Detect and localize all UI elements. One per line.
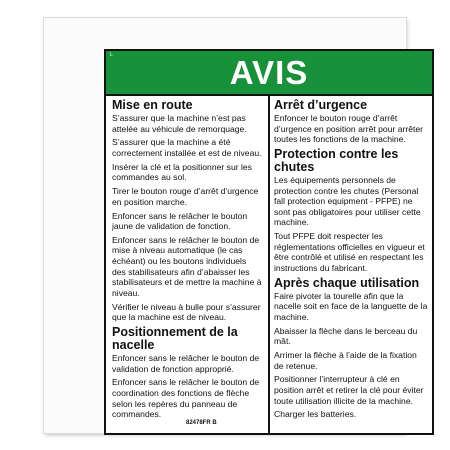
section-paragraph: Tirer le bouton rouge d’arrêt d’urgence en position marche. [112, 186, 259, 207]
section-heading-mise-en-route: Mise en route [112, 98, 193, 112]
section-paragraph: Enfoncer sans le relâcher le bouton de validation de fonction approprié. [112, 353, 260, 374]
section-paragraph: S’assurer que la machine n’est pas attelée au véhicule de remorquage. [112, 113, 247, 134]
part-number: 82478FR B [186, 420, 217, 426]
section-paragraph: Vérifier le niveau à bulle pour s’assurer que la machine est de niveau. [112, 301, 261, 323]
notice-card [104, 49, 434, 435]
section-paragraph: Enfoncer sans le relâcher le bouton de mise à niveau automatique (le cas échéant) ou les boutons individuels des stabilisateurs afin d’abaisser les stabilisateurs et de mettre la machine à niveau. [112, 234, 262, 298]
column-divider [268, 94, 270, 433]
notice-title: AVIS [229, 54, 309, 91]
section-paragraph: Insérer la clé et la positionner sur les commandes au sol. [112, 161, 252, 183]
right-column [274, 97, 428, 423]
section-paragraph: Positionner l’interrupteur à clé en position arrêt et retirer la clé pour éviter toute utilisation illicite de la machine. [274, 374, 424, 406]
section-paragraph: Arrimer la flèche à l’aide de la fixation de retenue. [274, 350, 417, 371]
section-paragraph: Charger les batteries. [274, 409, 357, 420]
section-paragraph: Enfoncer sans le relâcher le bouton de coordination des fonctions de flèche selon les repères du panneau de commandes. [112, 377, 260, 420]
section-paragraph: Enfoncer le bouton rouge d’arrêt d’urgence en position arrêt pour arrêter toutes les fonctions de la machine. [274, 113, 424, 145]
section-paragraph: Enfoncer sans le relâcher le bouton jaune de validation de fonction. [112, 210, 248, 232]
section-paragraph: Faire pivoter la tourelle afin que la nacelle soit en face de la languette de la machine. [274, 290, 428, 322]
section-paragraph: Abaisser la flèche dans le berceau du mât. [274, 325, 418, 347]
section-paragraph: Les équipements personnels de protection contre les chutes (Personal fall protection equipment - PFPE) ne sont pas obligatoires pour utiliser cette machine. [274, 174, 421, 228]
section-heading-arret-urgence: Arrêt d’urgence [274, 98, 368, 112]
section-heading-protection-chutes: Protection contre les chutes [274, 146, 399, 174]
section-paragraph: S’assurer que la machine a été correctement installée et est de niveau. [112, 137, 262, 158]
decal-sheet [44, 18, 428, 433]
left-column [112, 97, 262, 423]
corner-mark: L [110, 52, 113, 58]
section-heading-apres-utilisation: Après chaque utilisation [274, 275, 420, 290]
section-heading-positionnement: Positionnement de la nacelle [112, 325, 238, 352]
section-paragraph: Tout PFPE doit respecter les réglementations officielles en vigueur et être contrôlé et utilisé en respectant les instructions du fabricant. [274, 231, 425, 273]
notice-header [106, 51, 432, 96]
